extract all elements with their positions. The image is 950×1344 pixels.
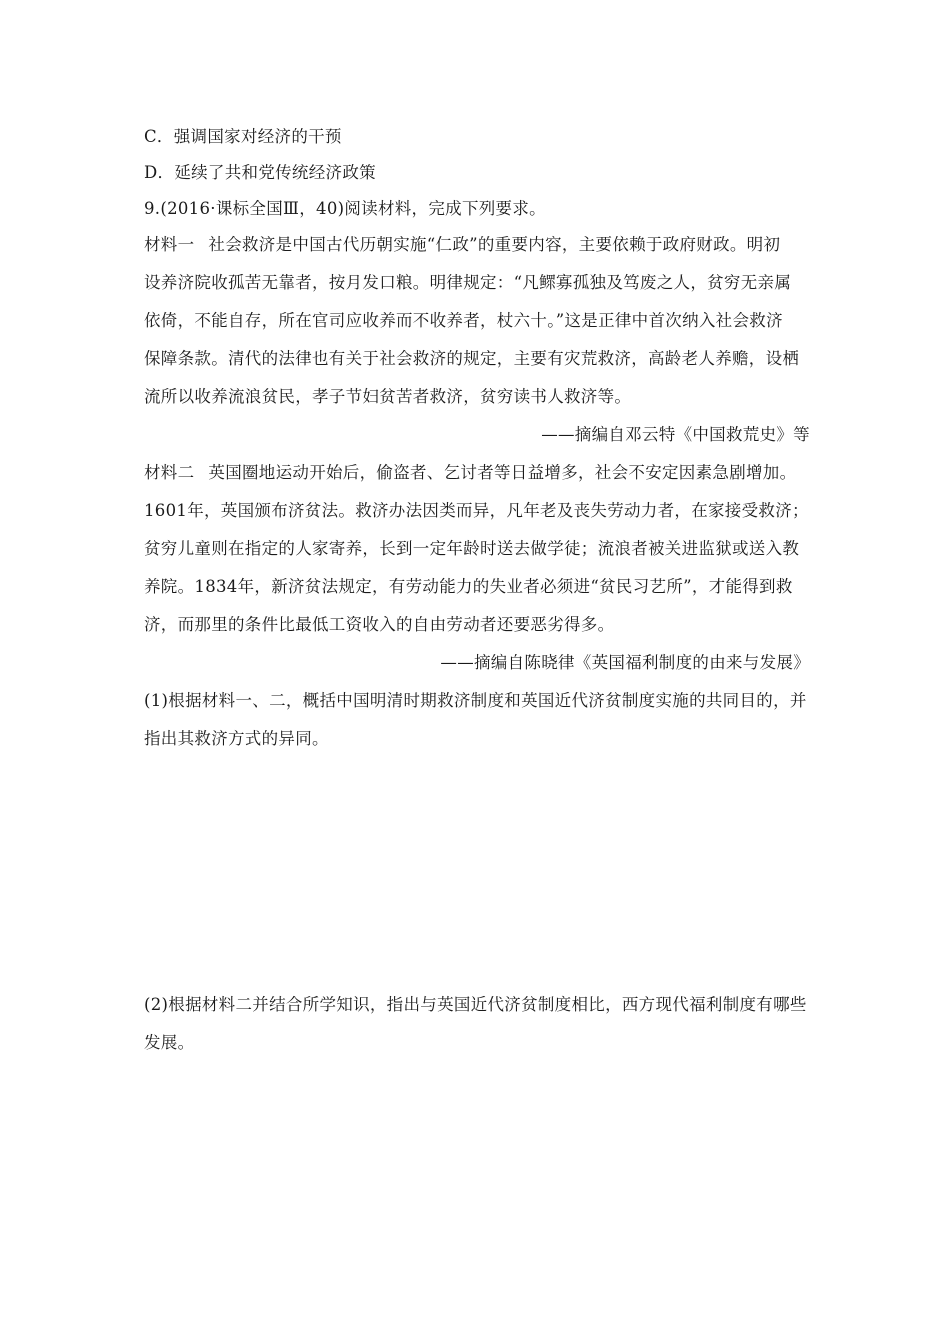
subquestion-2-line-1: (2)根据材料二并结合所学知识，指出与英国近代济贫制度相比，西方现代福利制度有哪些 [144, 995, 807, 1014]
material2-line-4: 养院。1834年，新济贫法规定，有劳动能力的失业者必须进“贫民习艺所”，才能得到救 [144, 577, 793, 596]
material1-line-2: 设养济院收孤苦无靠者，按月发口粮。明律规定：“凡鳏寡孤独及笃废之人，贫穷无亲属 [144, 273, 792, 292]
material2-text: 英国圈地运动开始后，偷盗者、乞讨者等日益增多，社会不安定因素急剧增加。 [208, 463, 797, 482]
material2-line-2: 1601年，英国颁布济贫法。救济办法因类而异，凡年老及丧失劳动力者，在家接受救济； [144, 501, 809, 520]
subquestion-1-line-2: 指出其救济方式的异同。 [144, 729, 329, 748]
material1-line-3: 依倚，不能自存，所在官司应收养而不收养者，杖六十。”这是正律中首次纳入社会救济 [144, 311, 783, 330]
material1-line-1 [144, 234, 814, 256]
material2-line-5: 济，而那里的条件比最低工资收入的自由劳动者还要恶劣得多。 [144, 615, 615, 634]
material2-line-3: 贫穷儿童则在指定的人家寄养，长到一定年龄时送去做学徒；流浪者被关进监狱或送入教 [144, 539, 800, 558]
subquestion-1-line-1: (1)根据材料一、二，概括中国明清时期救济制度和英国近代济贫制度实施的共同目的，并 [144, 691, 807, 710]
question-stem: 9.(2016·课标全国Ⅲ，40)阅读材料，完成下列要求。 [144, 199, 546, 218]
option-c: C．强调国家对经济的干预 [144, 127, 342, 146]
subquestion-2-line-2: 发展。 [144, 1033, 195, 1052]
option-d: D．延续了共和党传统经济政策 [144, 163, 376, 182]
material1-text: 社会救济是中国古代历朝实施“仁政”的重要内容，主要依赖于政府财政。明初 [208, 235, 781, 254]
material2-line-1 [144, 462, 814, 484]
material1-label: 材料一 [144, 235, 195, 254]
material1-line-4: 保障条款。清代的法律也有关于社会救济的规定，主要有灾荒救济，高龄老人养赡，设栖 [144, 349, 800, 368]
material2-source: ——摘编自陈晓律《英国福利制度的由来与发展》 [440, 653, 810, 672]
material1-line-5: 流所以收养流浪贫民，孝子节妇贫苦者救济，贫穷读书人救济等。 [144, 387, 632, 406]
material1-source: ——摘编自邓云特《中国救荒史》等 [541, 425, 810, 444]
material2-label: 材料二 [144, 463, 195, 482]
